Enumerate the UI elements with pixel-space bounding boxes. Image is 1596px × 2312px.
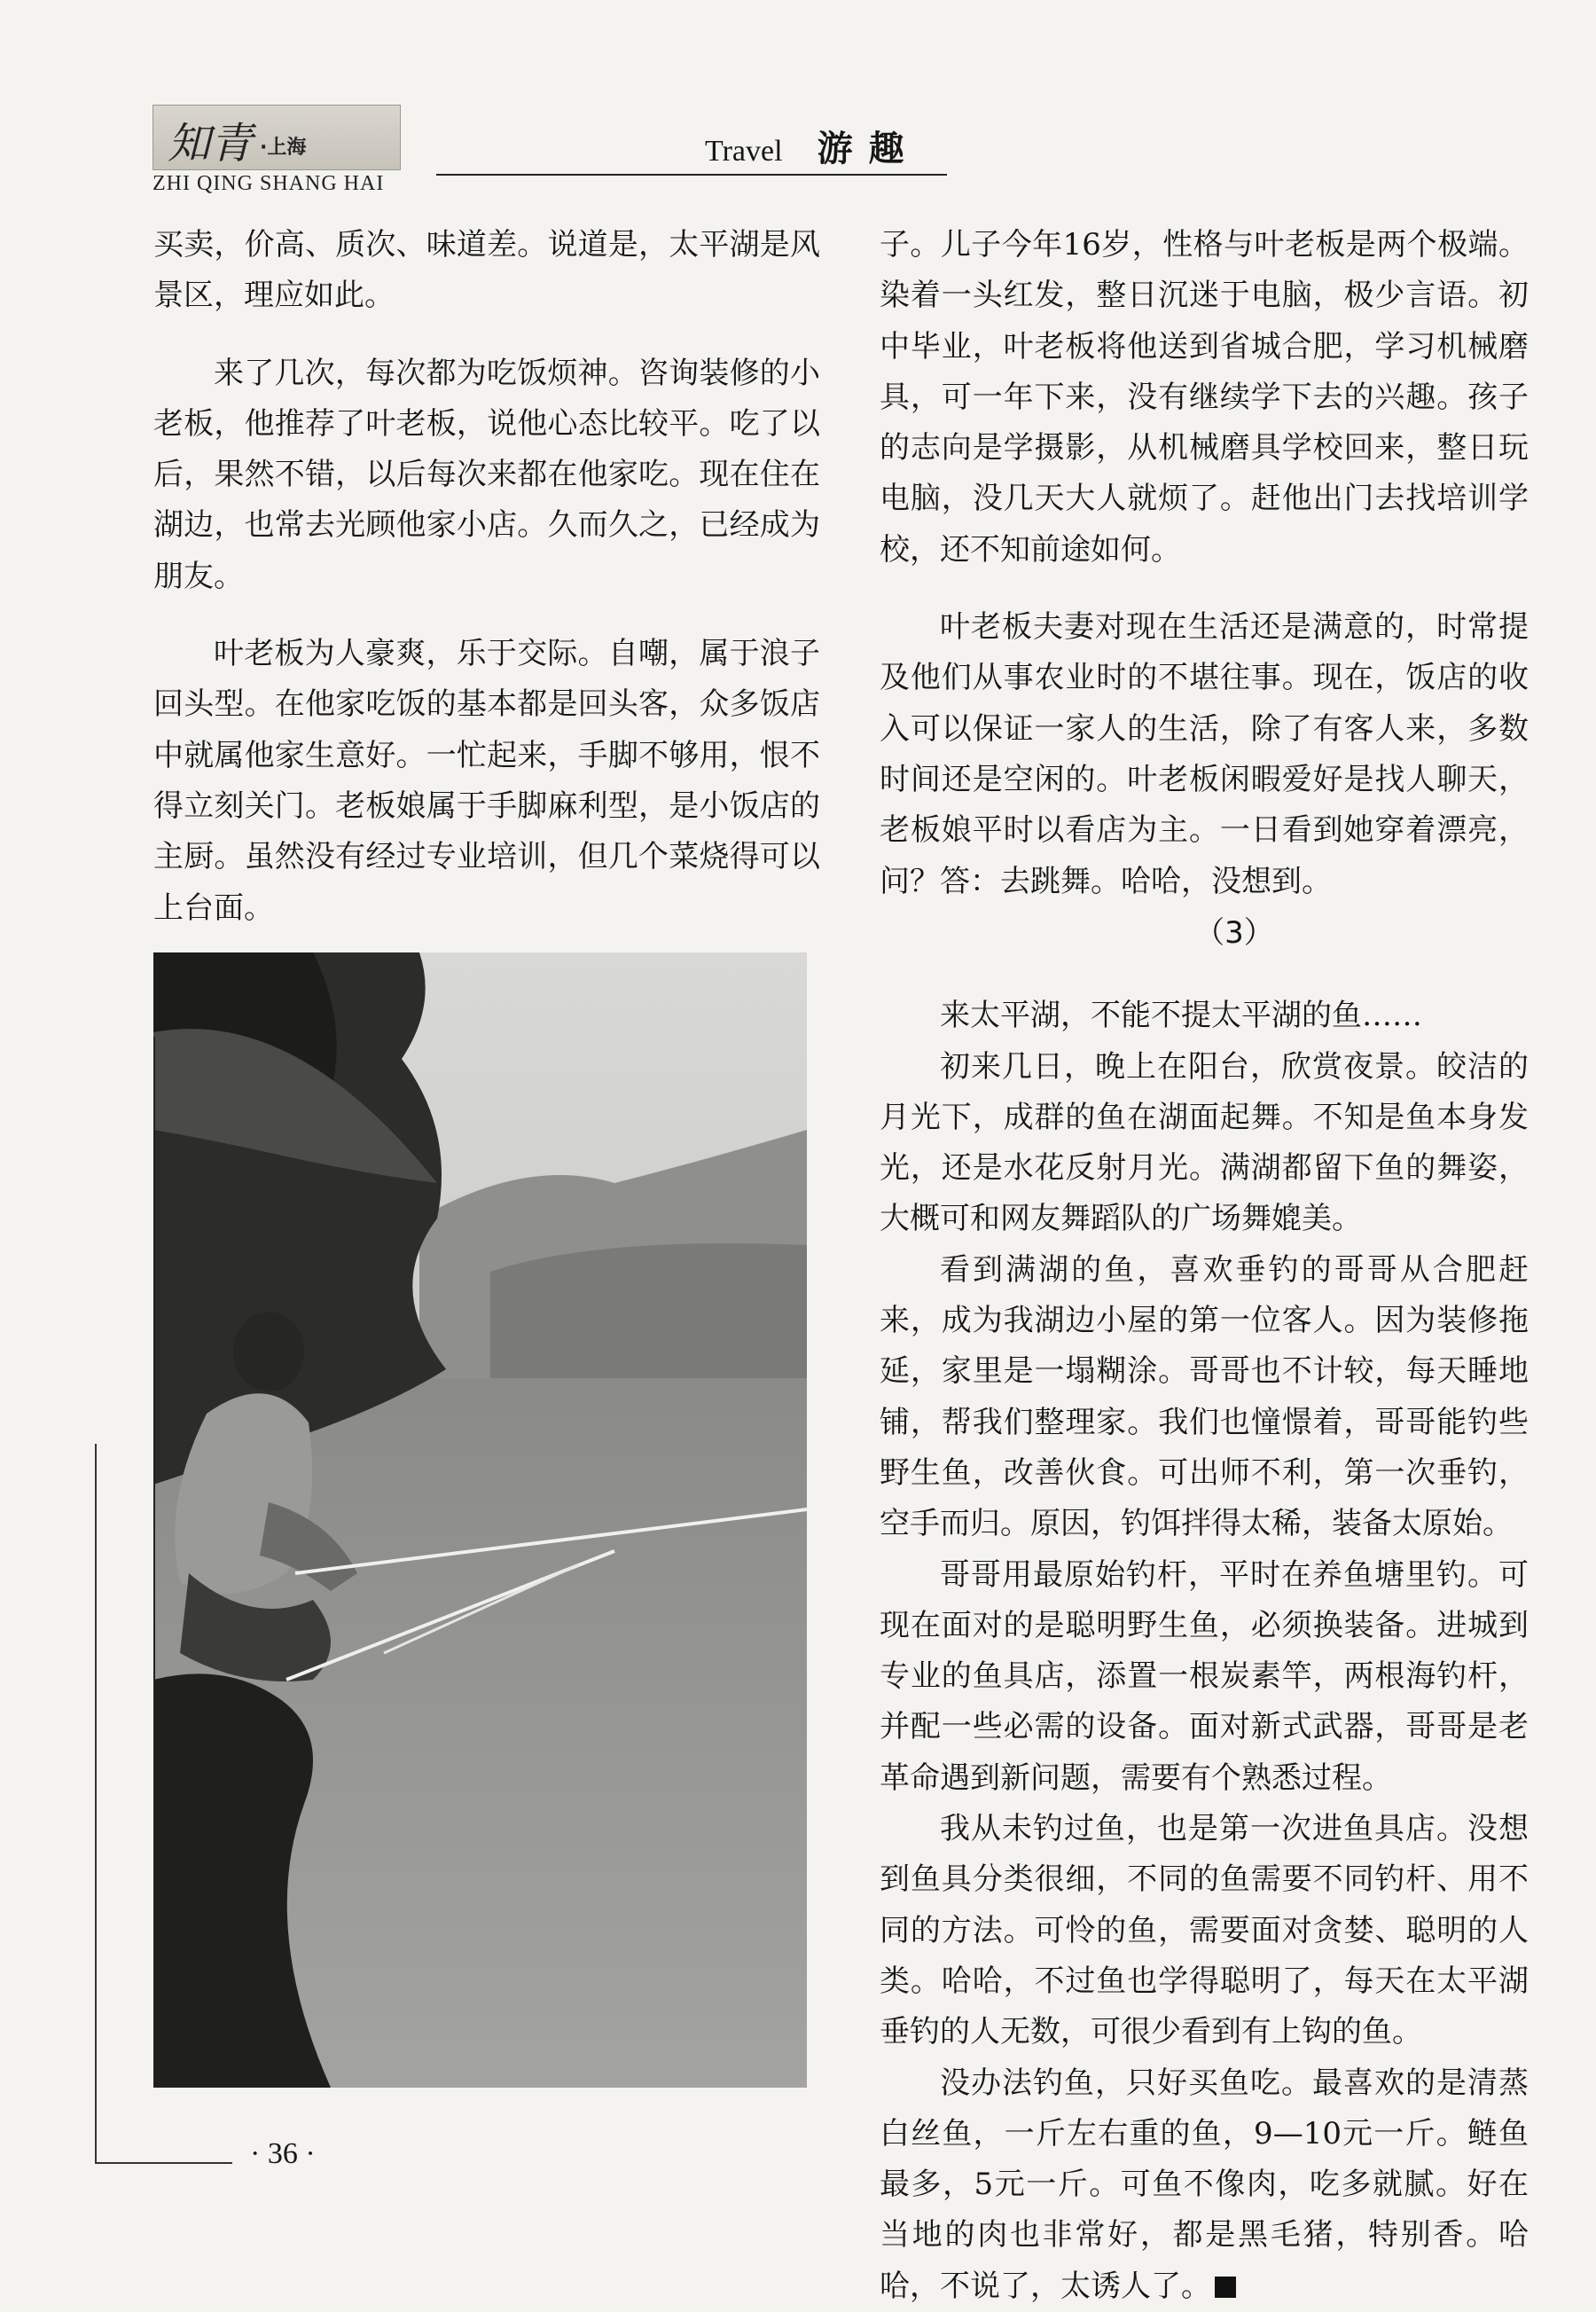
section-title-en: Travel [705,135,783,168]
section-title-cn: 游趣 [817,128,920,169]
paragraph: 叶老板为人豪爽，乐于交际。自嘲，属于浪子回头型。在他家吃饭的基本都是回头客，众多饭店中就属他家生意好。一忙起来，手脚不够用，恨不得立刻关门。老板娘属于手脚麻利型，是小饭店的主厨。虽然没有经过专业培训，但几个菜烧得可以上台面。 [153,636,820,926]
logo-pinyin: ZHI QING SHANG HAI [153,172,385,195]
end-mark-icon [1215,2277,1236,2298]
paragraph: 来了几次，每次都为吃饭烦神。咨询装修的小老板，他推荐了叶老板，说他心态比较平。吃了以后，果然不错，以后每次来都在他家吃。现在住在湖边，也常去光顾他家小店。久而久之，已经成为朋友。 [153,355,820,594]
paragraph: 买卖，价高、质次、味道差。说道是，太平湖是风景区，理应如此。 [153,227,820,314]
margin-rule-vertical [95,1444,97,2162]
right-column-bottom [880,878,1529,2312]
header-rule [436,174,947,176]
logo-title: 知青 [168,119,254,169]
right-column-top [880,220,1529,907]
section-title [705,121,920,171]
magazine-logo [153,105,401,170]
left-column [153,220,820,1011]
paragraph: 来太平湖，不能不提太平湖的鱼…… [940,998,1422,1034]
section-heading: （3） [1194,915,1274,951]
paragraph: 哥哥用最原始钓杆，平时在养鱼塘里钓。可现在面对的是聪明野生鱼，必须换装备。进城到专业的鱼具店，添置一根炭素竿，两根海钓杆，并配一些必需的设备。面对新式武器，哥哥是老革命遇到新问题，需要有个熟悉过程。 [880,1556,1529,1796]
fishing-photo [153,952,807,2088]
page-number: · 36 · [250,2137,316,2170]
paragraph: 看到满湖的鱼，喜欢垂钓的哥哥从合肥赶来，成为我湖边小屋的第一位客人。因为装修拖延，家里是一塌糊涂。哥哥也不计较，每天睡地铺，帮我们整理家。我们也憧憬着，哥哥能钓些野生鱼，改善伙食。可出师不利，第一次垂钓，空手而归。原因，钓饵拌得太稀，装备太原始。 [880,1251,1529,1542]
paragraph-text: 没办法钓鱼，只好买鱼吃。最喜欢的是清蒸白丝鱼，一斤左右重的鱼，9—10元一斤。鲢鱼最多，5元一斤。可鱼不像肉，吃多就腻。好在当地的肉也非常好，都是黑毛猪，特别香。哈哈，不说了，太诱人了。 [880,2065,1529,2304]
paragraph: 子。儿子今年16岁，性格与叶老板是两个极端。染着一头红发，整日沉迷于电脑，极少言语。初中毕业，叶老板将他送到省城合肥，学习机械磨具，可一年下来，没有继续学下去的兴趣。孩子的志向是学摄影，从机械磨具学校回来，整日玩电脑，没几天大人就烦了。赶他出门去找培训学校，还不知前途如何。 [880,227,1529,568]
logo-city: ·上海 [260,137,307,159]
paragraph: 叶老板夫妻对现在生活还是满意的，时常提及他们从事农业时的不堪往事。现在，饭店的收入可以保证一家人的生活，除了有客人来，多数时间还是空闲的。叶老板闲暇爱好是找人聊天，老板娘平时以看店为主。一日看到她穿着漂亮，问？答：去跳舞。哈哈，没想到。 [880,609,1529,899]
paragraph [880,2058,1529,2312]
paragraph: 初来几日，晚上在阳台，欣赏夜景。皎洁的月光下，成群的鱼在湖面起舞。不知是鱼本身发光，还是水花反射月光。满湖都留下鱼的舞姿，大概可和网友舞蹈队的广场舞媲美。 [880,1048,1529,1237]
margin-rule-horizontal [95,2162,232,2164]
fishing-scene-image [153,952,807,2088]
paragraph: 我从未钓过鱼，也是第一次进鱼具店。没想到鱼具分类很细，不同的鱼需要不同钓杆、用不同的方法。可怜的鱼，需要面对贪婪、聪明的人类。哈哈，不过鱼也学得聪明了，每天在太平湖垂钓的人无数，可很少看到有上钩的鱼。 [880,1811,1529,2050]
